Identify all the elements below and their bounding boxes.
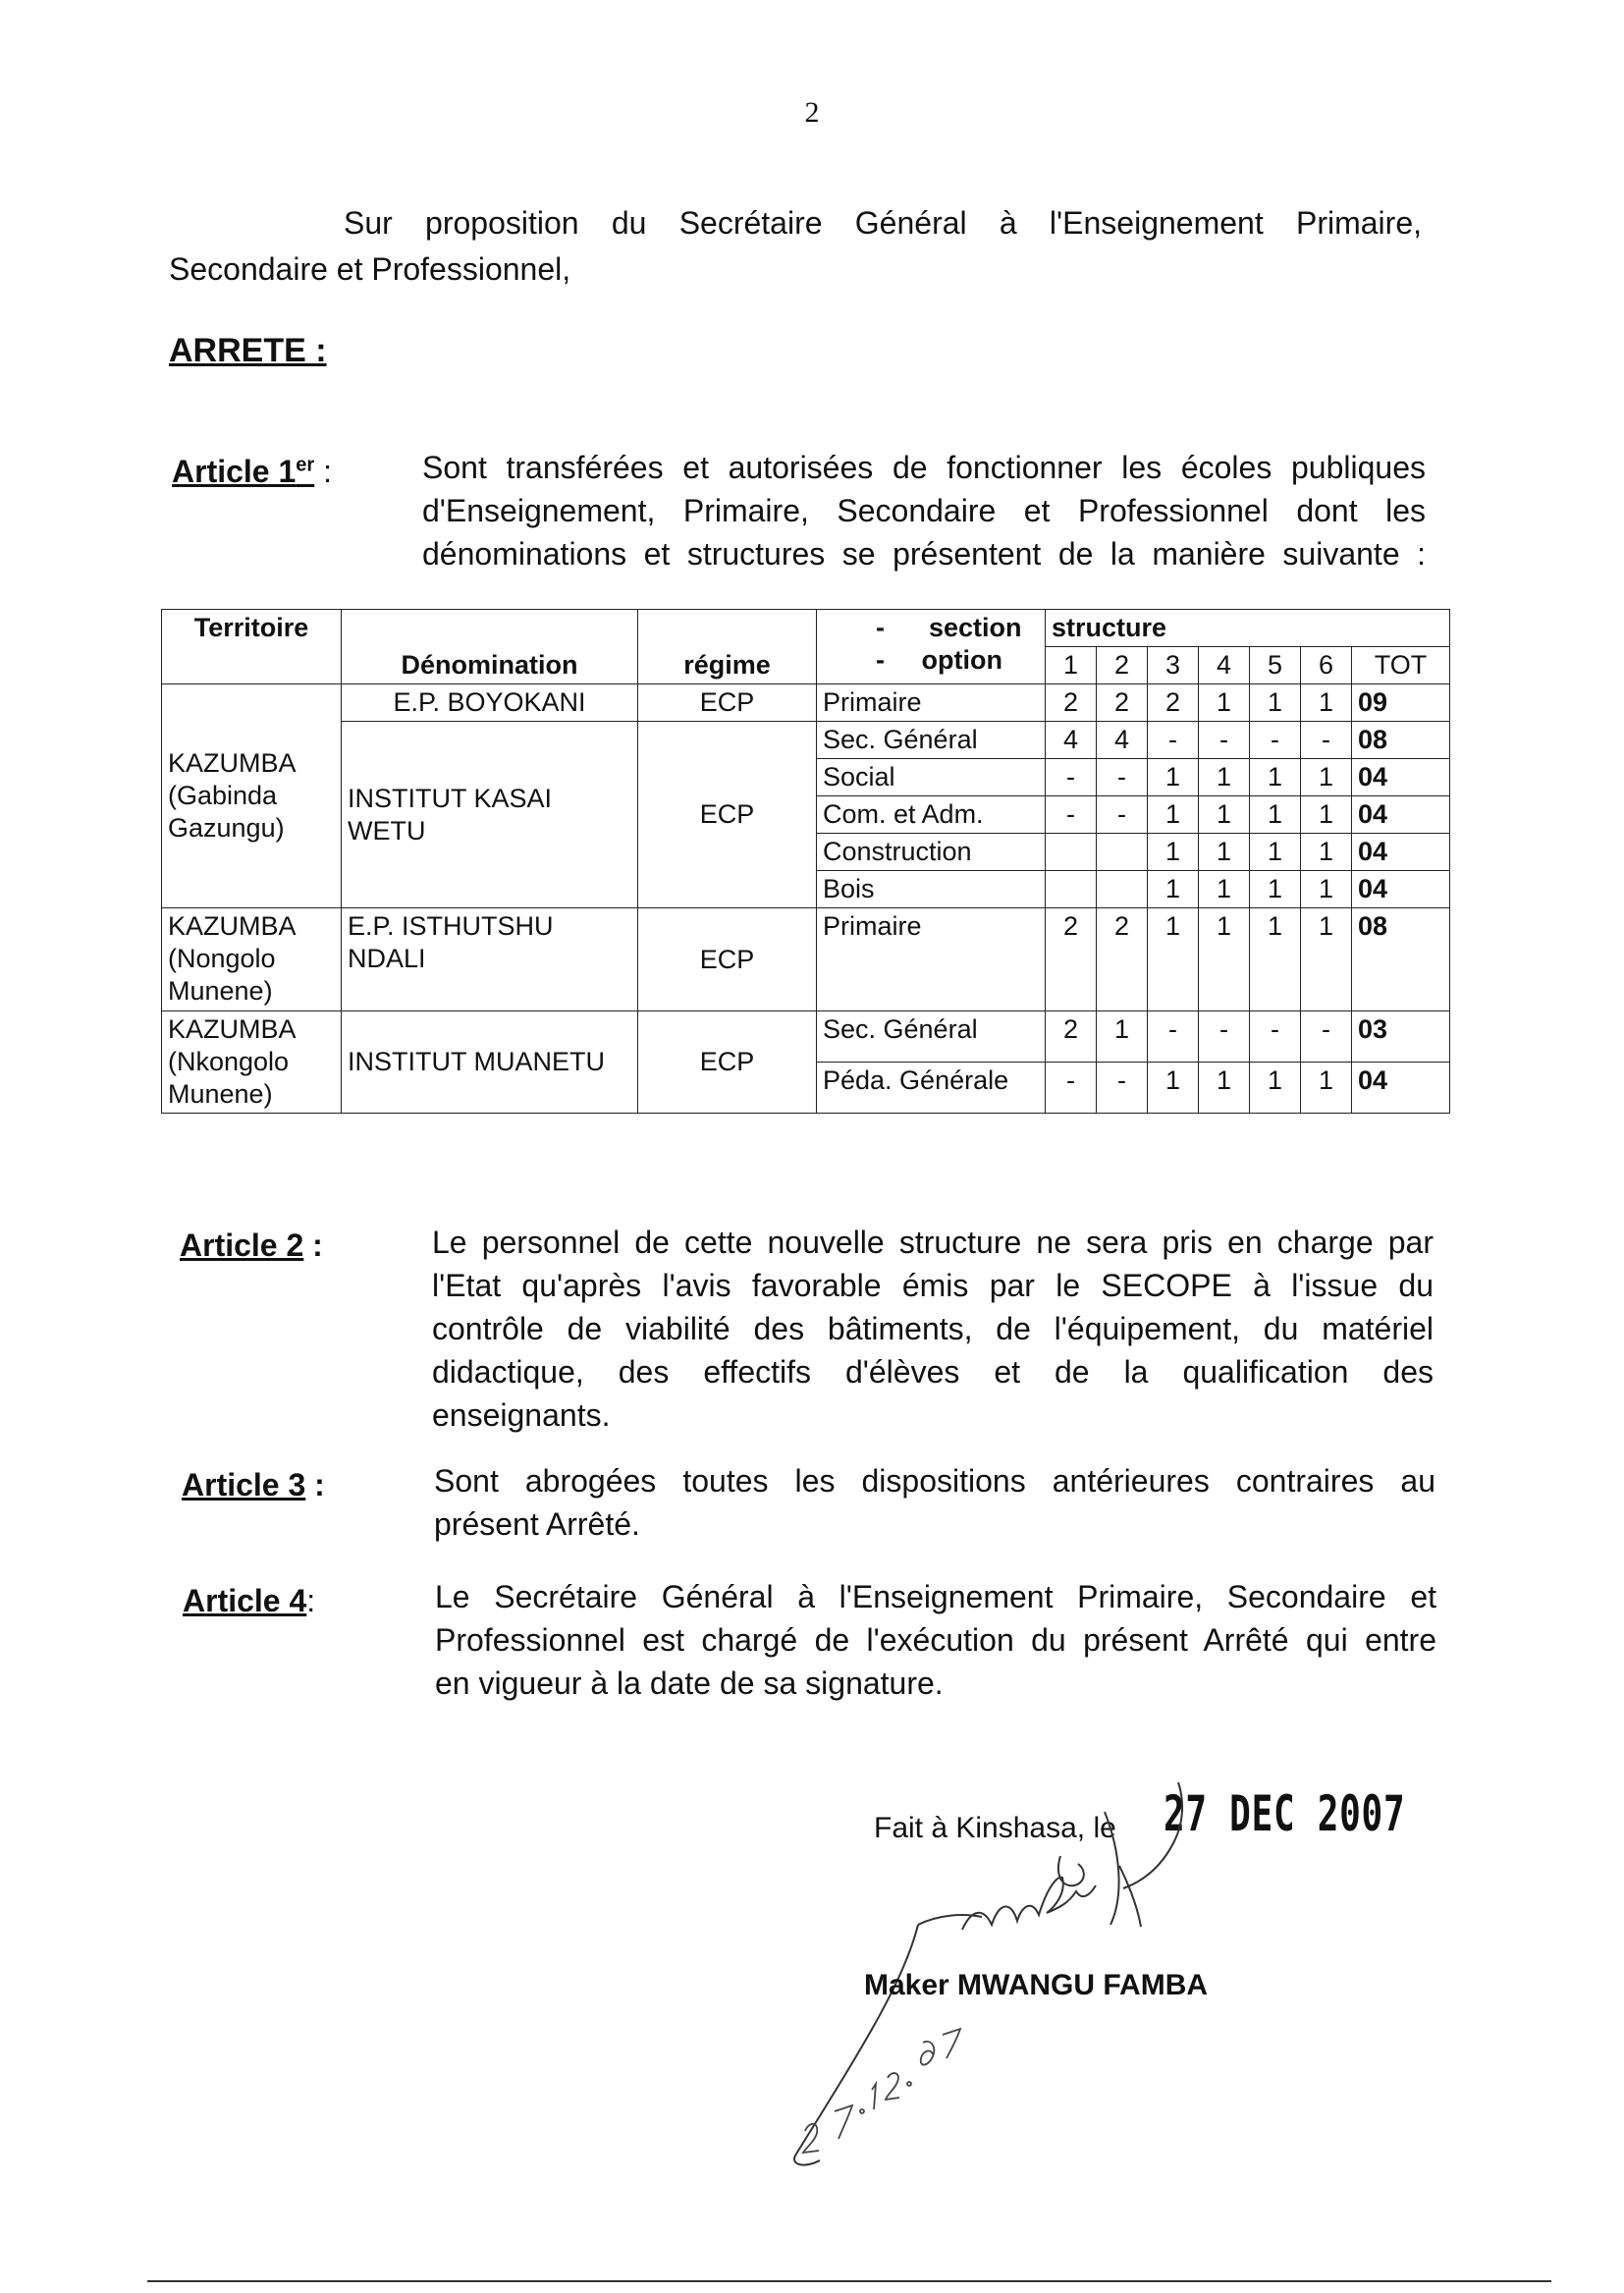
option-cell: Social <box>817 759 1046 796</box>
article-1-line: Sont transférées et autorisées de fonctionner les écoles publiques <box>422 450 1426 485</box>
year-value-cell: 1 <box>1250 1063 1301 1114</box>
year-value-cell: 1 <box>1148 871 1199 908</box>
article-1-line: dénominations et structures se présentent de la manière suivante : <box>422 536 1426 572</box>
header-year-3: 3 <box>1148 647 1199 684</box>
territoire-line: (Nkongolo <box>168 1047 290 1076</box>
article-4-line: Le Secrétaire Général à l'Enseignement Primaire, Secondaire et <box>435 1579 1436 1614</box>
denomination-line: E.P. ISTHUTSHU <box>348 911 554 941</box>
article-4-text <box>435 1575 1436 1705</box>
territoire-cell <box>162 1011 342 1114</box>
header-option: - option <box>876 645 1002 675</box>
year-value-cell: 1 <box>1250 834 1301 871</box>
schools-structure-table <box>161 609 1450 1114</box>
year-value-cell: 1 <box>1301 834 1352 871</box>
article-2-line: l'Etat qu'après l'avis favorable émis par le SECOPE à l'issue du <box>432 1268 1434 1303</box>
denomination-cell <box>342 722 638 908</box>
denomination-line: INSTITUT MUANETU <box>348 1047 605 1076</box>
place-date-line: Fait à Kinshasa, le <box>874 1812 1116 1844</box>
year-value-cell: - <box>1148 722 1199 759</box>
article-2-text <box>432 1221 1434 1437</box>
year-value-cell: - <box>1199 722 1250 759</box>
year-value-cell: 1 <box>1199 1063 1250 1114</box>
year-value-cell: 4 <box>1046 722 1097 759</box>
year-value-cell: - <box>1046 759 1097 796</box>
article-4-line: Professionnel est chargé de l'exécution du présent Arrêté qui entre <box>435 1622 1436 1658</box>
header-year-6: 6 <box>1301 647 1352 684</box>
scan-edge-line <box>147 2280 1551 2282</box>
territoire-line: KAZUMBA <box>168 911 297 941</box>
year-value-cell: 2 <box>1097 684 1148 722</box>
option-cell: Sec. Général <box>817 722 1046 759</box>
regime-cell: ECP <box>638 908 817 1011</box>
table-row <box>162 908 1450 1011</box>
total-cell: 04 <box>1352 834 1450 871</box>
year-value-cell: 1 <box>1199 834 1250 871</box>
table-header-row <box>162 610 1450 647</box>
denomination-cell <box>342 908 638 1011</box>
option-cell: Péda. Générale <box>817 1063 1046 1114</box>
year-value-cell: 1 <box>1250 759 1301 796</box>
article-1-label: Article 1er : <box>172 454 332 489</box>
year-value-cell: 1 <box>1301 796 1352 834</box>
article-2-line: enseignants. <box>432 1397 611 1433</box>
year-value-cell: - <box>1301 722 1352 759</box>
year-value-cell: 1 <box>1301 684 1352 722</box>
total-cell: 08 <box>1352 908 1450 1011</box>
header-regime: régime <box>638 610 817 684</box>
territoire-line: Munene) <box>168 1079 273 1109</box>
header-territoire: Territoire <box>162 610 342 684</box>
year-value-cell: - <box>1199 1011 1250 1063</box>
table-row <box>162 1011 1450 1063</box>
year-value-cell: - <box>1250 722 1301 759</box>
year-value-cell: - <box>1301 1011 1352 1063</box>
year-value-cell: - <box>1250 1011 1301 1063</box>
year-value-cell: - <box>1046 1063 1097 1114</box>
header-year-2: 2 <box>1097 647 1148 684</box>
year-value-cell: 2 <box>1046 908 1097 1011</box>
header-section-option <box>817 610 1046 684</box>
territoire-line: Gazungu) <box>168 813 285 843</box>
article-2-line: Le personnel de cette nouvelle structure ne sera pris en charge par <box>432 1225 1434 1260</box>
denomination-line: E.P. BOYOKANI <box>393 687 586 717</box>
territoire-line: KAZUMBA <box>168 748 297 778</box>
total-cell: 04 <box>1352 1063 1450 1114</box>
article-1-line: d'Enseignement, Primaire, Secondaire et Professionnel dont les <box>422 493 1426 528</box>
year-value-cell: 1 <box>1148 834 1199 871</box>
year-value-cell <box>1046 834 1097 871</box>
territoire-line: KAZUMBA <box>168 1014 297 1044</box>
total-cell: 04 <box>1352 796 1450 834</box>
option-cell: Primaire <box>817 908 1046 1011</box>
year-value-cell: 1 <box>1250 796 1301 834</box>
header-year-5: 5 <box>1250 647 1301 684</box>
option-cell: Primaire <box>817 684 1046 722</box>
territoire-cell <box>162 908 342 1011</box>
article-3-line: présent Arrêté. <box>434 1506 640 1542</box>
table-body <box>162 610 1450 1114</box>
year-value-cell: 1 <box>1148 796 1199 834</box>
total-cell: 04 <box>1352 871 1450 908</box>
arrete-heading: ARRETE : <box>169 332 327 369</box>
date-stamp: 27 DEC 2007 <box>1164 1785 1406 1842</box>
territoire-cell <box>162 684 342 908</box>
year-value-cell: 1 <box>1199 908 1250 1011</box>
option-cell: Construction <box>817 834 1046 871</box>
year-value-cell: 4 <box>1097 722 1148 759</box>
year-value-cell: 1 <box>1148 908 1199 1011</box>
header-year-4: 4 <box>1199 647 1250 684</box>
table-row <box>162 684 1450 722</box>
year-value-cell: - <box>1097 759 1148 796</box>
year-value-cell: - <box>1097 796 1148 834</box>
year-value-cell: - <box>1097 1063 1148 1114</box>
header-denomination: Dénomination <box>342 610 638 684</box>
denomination-line: NDALI <box>348 944 426 973</box>
denomination-line: INSTITUT KASAI <box>348 783 553 813</box>
total-cell: 03 <box>1352 1011 1450 1063</box>
page-number: 2 <box>804 96 820 129</box>
table-row <box>162 722 1450 759</box>
year-value-cell: 1 <box>1301 1063 1352 1114</box>
year-value-cell: 1 <box>1250 684 1301 722</box>
denomination-cell <box>342 684 638 722</box>
article-2-label: Article 2 : <box>180 1228 323 1263</box>
total-cell: 08 <box>1352 722 1450 759</box>
year-value-cell: 1 <box>1250 871 1301 908</box>
year-value-cell: 1 <box>1199 759 1250 796</box>
denomination-line: WETU <box>348 815 426 846</box>
year-value-cell: 1 <box>1199 796 1250 834</box>
regime-cell: ECP <box>638 684 817 722</box>
year-value-cell <box>1046 871 1097 908</box>
denomination-cell <box>342 1011 638 1114</box>
article-1-text <box>422 446 1426 575</box>
header-tot: TOT <box>1352 647 1450 684</box>
year-value-cell: 1 <box>1199 684 1250 722</box>
total-cell: 04 <box>1352 759 1450 796</box>
option-cell: Com. et Adm. <box>817 796 1046 834</box>
article-3-text <box>434 1459 1435 1546</box>
year-value-cell: 1 <box>1148 1063 1199 1114</box>
article-2-line: didactique, des effectifs d'élèves et de la qualification des <box>432 1354 1434 1390</box>
territoire-line: Munene) <box>168 976 273 1006</box>
article-4-label: Article 4: <box>183 1583 316 1618</box>
year-value-cell: - <box>1148 1011 1199 1063</box>
option-cell: Sec. Général <box>817 1011 1046 1063</box>
intro-line-1: Sur proposition du Secrétaire Général à l'Enseignement Primaire, <box>344 205 1422 241</box>
year-value-cell: 1 <box>1301 871 1352 908</box>
year-value-cell: 1 <box>1148 759 1199 796</box>
regime-cell: ECP <box>638 1011 817 1114</box>
article-4-line: en vigueur à la date de sa signature. <box>435 1665 944 1701</box>
territoire-line: (Gabinda <box>168 781 278 810</box>
year-value-cell: 1 <box>1301 908 1352 1011</box>
year-value-cell: 2 <box>1046 1011 1097 1063</box>
article-2-line: contrôle de viabilité des bâtiments, de l'équipement, du matériel <box>432 1311 1434 1346</box>
year-value-cell: 1 <box>1097 1011 1148 1063</box>
year-value-cell <box>1097 871 1148 908</box>
territoire-line: (Nongolo <box>168 944 276 973</box>
header-section: - section <box>876 613 1022 642</box>
header-year-1: 1 <box>1046 647 1097 684</box>
year-value-cell: 1 <box>1199 871 1250 908</box>
header-structure: structure <box>1046 610 1450 647</box>
regime-cell: ECP <box>638 722 817 908</box>
year-value-cell: 2 <box>1046 684 1097 722</box>
year-value-cell: 1 <box>1250 908 1301 1011</box>
year-value-cell: 2 <box>1148 684 1199 722</box>
year-value-cell <box>1097 834 1148 871</box>
article-3-label: Article 3 : <box>182 1467 325 1502</box>
signer-name: Maker MWANGU FAMBA <box>864 1969 1209 2001</box>
total-cell: 09 <box>1352 684 1450 722</box>
year-value-cell: - <box>1046 796 1097 834</box>
article-3-line: Sont abrogées toutes les dispositions antérieures contraires au <box>434 1463 1435 1499</box>
year-value-cell: 2 <box>1097 908 1148 1011</box>
year-value-cell: 1 <box>1301 759 1352 796</box>
intro-line-2: Secondaire et Professionnel, <box>169 251 571 287</box>
option-cell: Bois <box>817 871 1046 908</box>
